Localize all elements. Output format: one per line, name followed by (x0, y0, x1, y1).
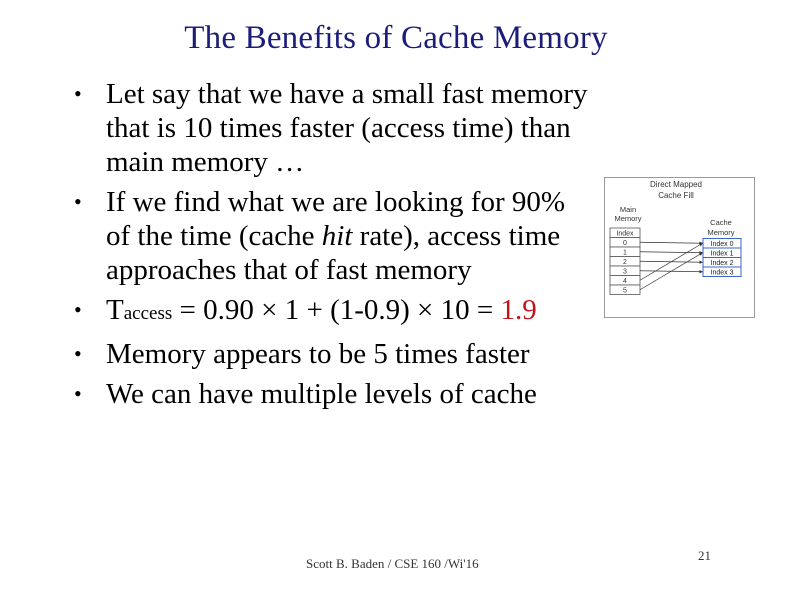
bullet-text: Memory appears to be 5 times faster (106, 338, 530, 370)
bullet-item (74, 337, 674, 371)
formula-result: 1.9 (500, 294, 537, 326)
main-memory-column (610, 228, 640, 295)
bullet-text: If we find what we are looking for 90% of the time (cache (106, 186, 566, 252)
bullet-icon: • (74, 81, 82, 106)
bullet-item (74, 77, 596, 179)
bullet-text: rate), access time approaches that of fast memory (106, 220, 561, 286)
formula-subscript: access (123, 303, 173, 324)
bullet-text: We can have multiple levels of cache (106, 378, 537, 410)
main-index-header: Index (616, 230, 634, 238)
cache-memory-label-line1: Cache (710, 218, 732, 227)
main-memory-index: 4 (623, 277, 627, 285)
cache-memory-entry: Index 0 (710, 240, 734, 248)
direct-mapped-cache-diagram (604, 177, 755, 318)
bullet-icon: • (74, 189, 82, 214)
formula-T: T (106, 294, 124, 326)
bullet-item (74, 185, 596, 287)
diagram-title-line1: Direct Mapped (649, 180, 703, 189)
footer-credit: Scott B. Baden / CSE 160 /Wi'16 (306, 556, 479, 571)
bullet-icon: • (74, 297, 82, 322)
cache-memory-entry: Index 3 (710, 269, 734, 277)
cache-memory-entry: Index 2 (710, 259, 734, 267)
diagram-title-line2: Cache Fill (658, 191, 694, 200)
cache-memory-column (703, 239, 741, 277)
bullet-list (74, 77, 674, 411)
main-memory-index: 2 (623, 258, 627, 266)
main-memory-label-line2: Memory (614, 214, 642, 223)
cache-memory-entry: Index 1 (710, 250, 734, 258)
slide-title: The Benefits of Cache Memory (184, 20, 608, 56)
bullet-emphasis: hit (321, 220, 353, 252)
cache-memory-label-line2: Memory (707, 228, 735, 237)
main-memory-index: 1 (623, 249, 627, 257)
bullet-icon: • (74, 341, 82, 366)
page-number: 21 (698, 548, 711, 563)
formula-text: = 0.90 × 1 + (1-0.9) × 10 = (172, 294, 501, 326)
bullet-item (74, 377, 674, 411)
bullet-text: Let say that we have a small fast memory that is 10 times faster (access time) than main memory … (106, 78, 588, 178)
bullet-item-formula (74, 293, 674, 331)
main-memory-label-line1: Main (619, 205, 637, 214)
bullet-icon: • (74, 381, 82, 406)
main-memory-index: 5 (623, 287, 627, 295)
main-memory-index: 0 (623, 239, 627, 247)
main-memory-index: 3 (623, 268, 627, 276)
